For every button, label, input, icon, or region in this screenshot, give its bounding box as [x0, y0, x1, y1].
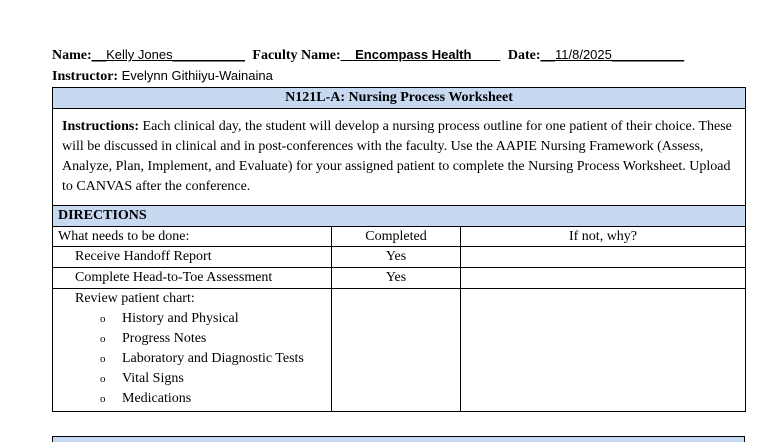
list-item: o Medications — [75, 389, 331, 409]
list-item: o Progress Notes — [75, 329, 331, 349]
reason-cell[interactable] — [461, 247, 746, 268]
faculty-value[interactable]: __Encompass Health____ — [340, 47, 501, 62]
header-instructor-line — [52, 67, 273, 86]
list-item: o Vital Signs — [75, 369, 331, 389]
instructor-value: Evelynn Githiiyu-Wainaina — [121, 68, 273, 83]
next-table-edge — [52, 436, 745, 442]
bullet-icon: o — [100, 373, 106, 385]
completed-cell[interactable] — [332, 289, 461, 412]
bullet-icon: o — [100, 333, 106, 345]
column-header-task: What needs to be done: — [53, 227, 332, 247]
column-header-row — [53, 227, 746, 247]
list-item: o Laboratory and Diagnostic Tests — [75, 349, 331, 369]
chart-review-list — [75, 309, 331, 409]
instructions-label: Instructions: — [62, 119, 140, 134]
table-row — [53, 247, 746, 268]
faculty-label: Faculty Name: — [252, 48, 341, 63]
table-row — [53, 289, 746, 412]
reason-cell[interactable] — [461, 268, 746, 289]
nursing-process-worksheet-table — [52, 87, 746, 412]
header-name-line — [52, 46, 684, 65]
name-value[interactable]: __Kelly Jones__________ — [91, 47, 245, 62]
task-cell: Receive Handoff Report — [53, 247, 332, 268]
instructions-block — [53, 109, 746, 206]
bullet-icon: o — [100, 313, 106, 325]
bullet-icon: o — [100, 393, 106, 405]
reason-cell[interactable] — [461, 289, 746, 412]
worksheet-title: N121L-A: Nursing Process Worksheet — [53, 88, 746, 109]
list-item: o History and Physical — [75, 309, 331, 329]
task-cell: Complete Head-to-Toe Assessment — [53, 268, 332, 289]
column-header-reason: If not, why? — [461, 227, 746, 247]
name-label: Name: — [52, 48, 92, 63]
table-row — [53, 268, 746, 289]
column-header-completed: Completed — [332, 227, 461, 247]
bullet-icon: o — [100, 353, 106, 365]
directions-heading: DIRECTIONS — [53, 206, 746, 227]
instructor-label: Instructor: — [52, 69, 119, 84]
instructions-text: Each clinical day, the student will develop a nursing process outline for one patient of their choice. These will be discussed in clinical and in post-conferences with the faculty. Use the AAPIE Nursing Framework (Assess, Analyze, Plan, Implement, and Evaluate) for your assigned patient to complete the Nursing Process Worksheet. Upload to CANVAS after the conference. — [62, 119, 732, 194]
chart-review-task: Review patient chart: — [75, 291, 195, 306]
date-value[interactable]: __11/8/2025__________ — [540, 47, 685, 62]
chart-review-cell — [53, 289, 332, 412]
completed-cell[interactable]: Yes — [332, 268, 461, 289]
date-label: Date: — [507, 48, 541, 63]
completed-cell[interactable]: Yes — [332, 247, 461, 268]
